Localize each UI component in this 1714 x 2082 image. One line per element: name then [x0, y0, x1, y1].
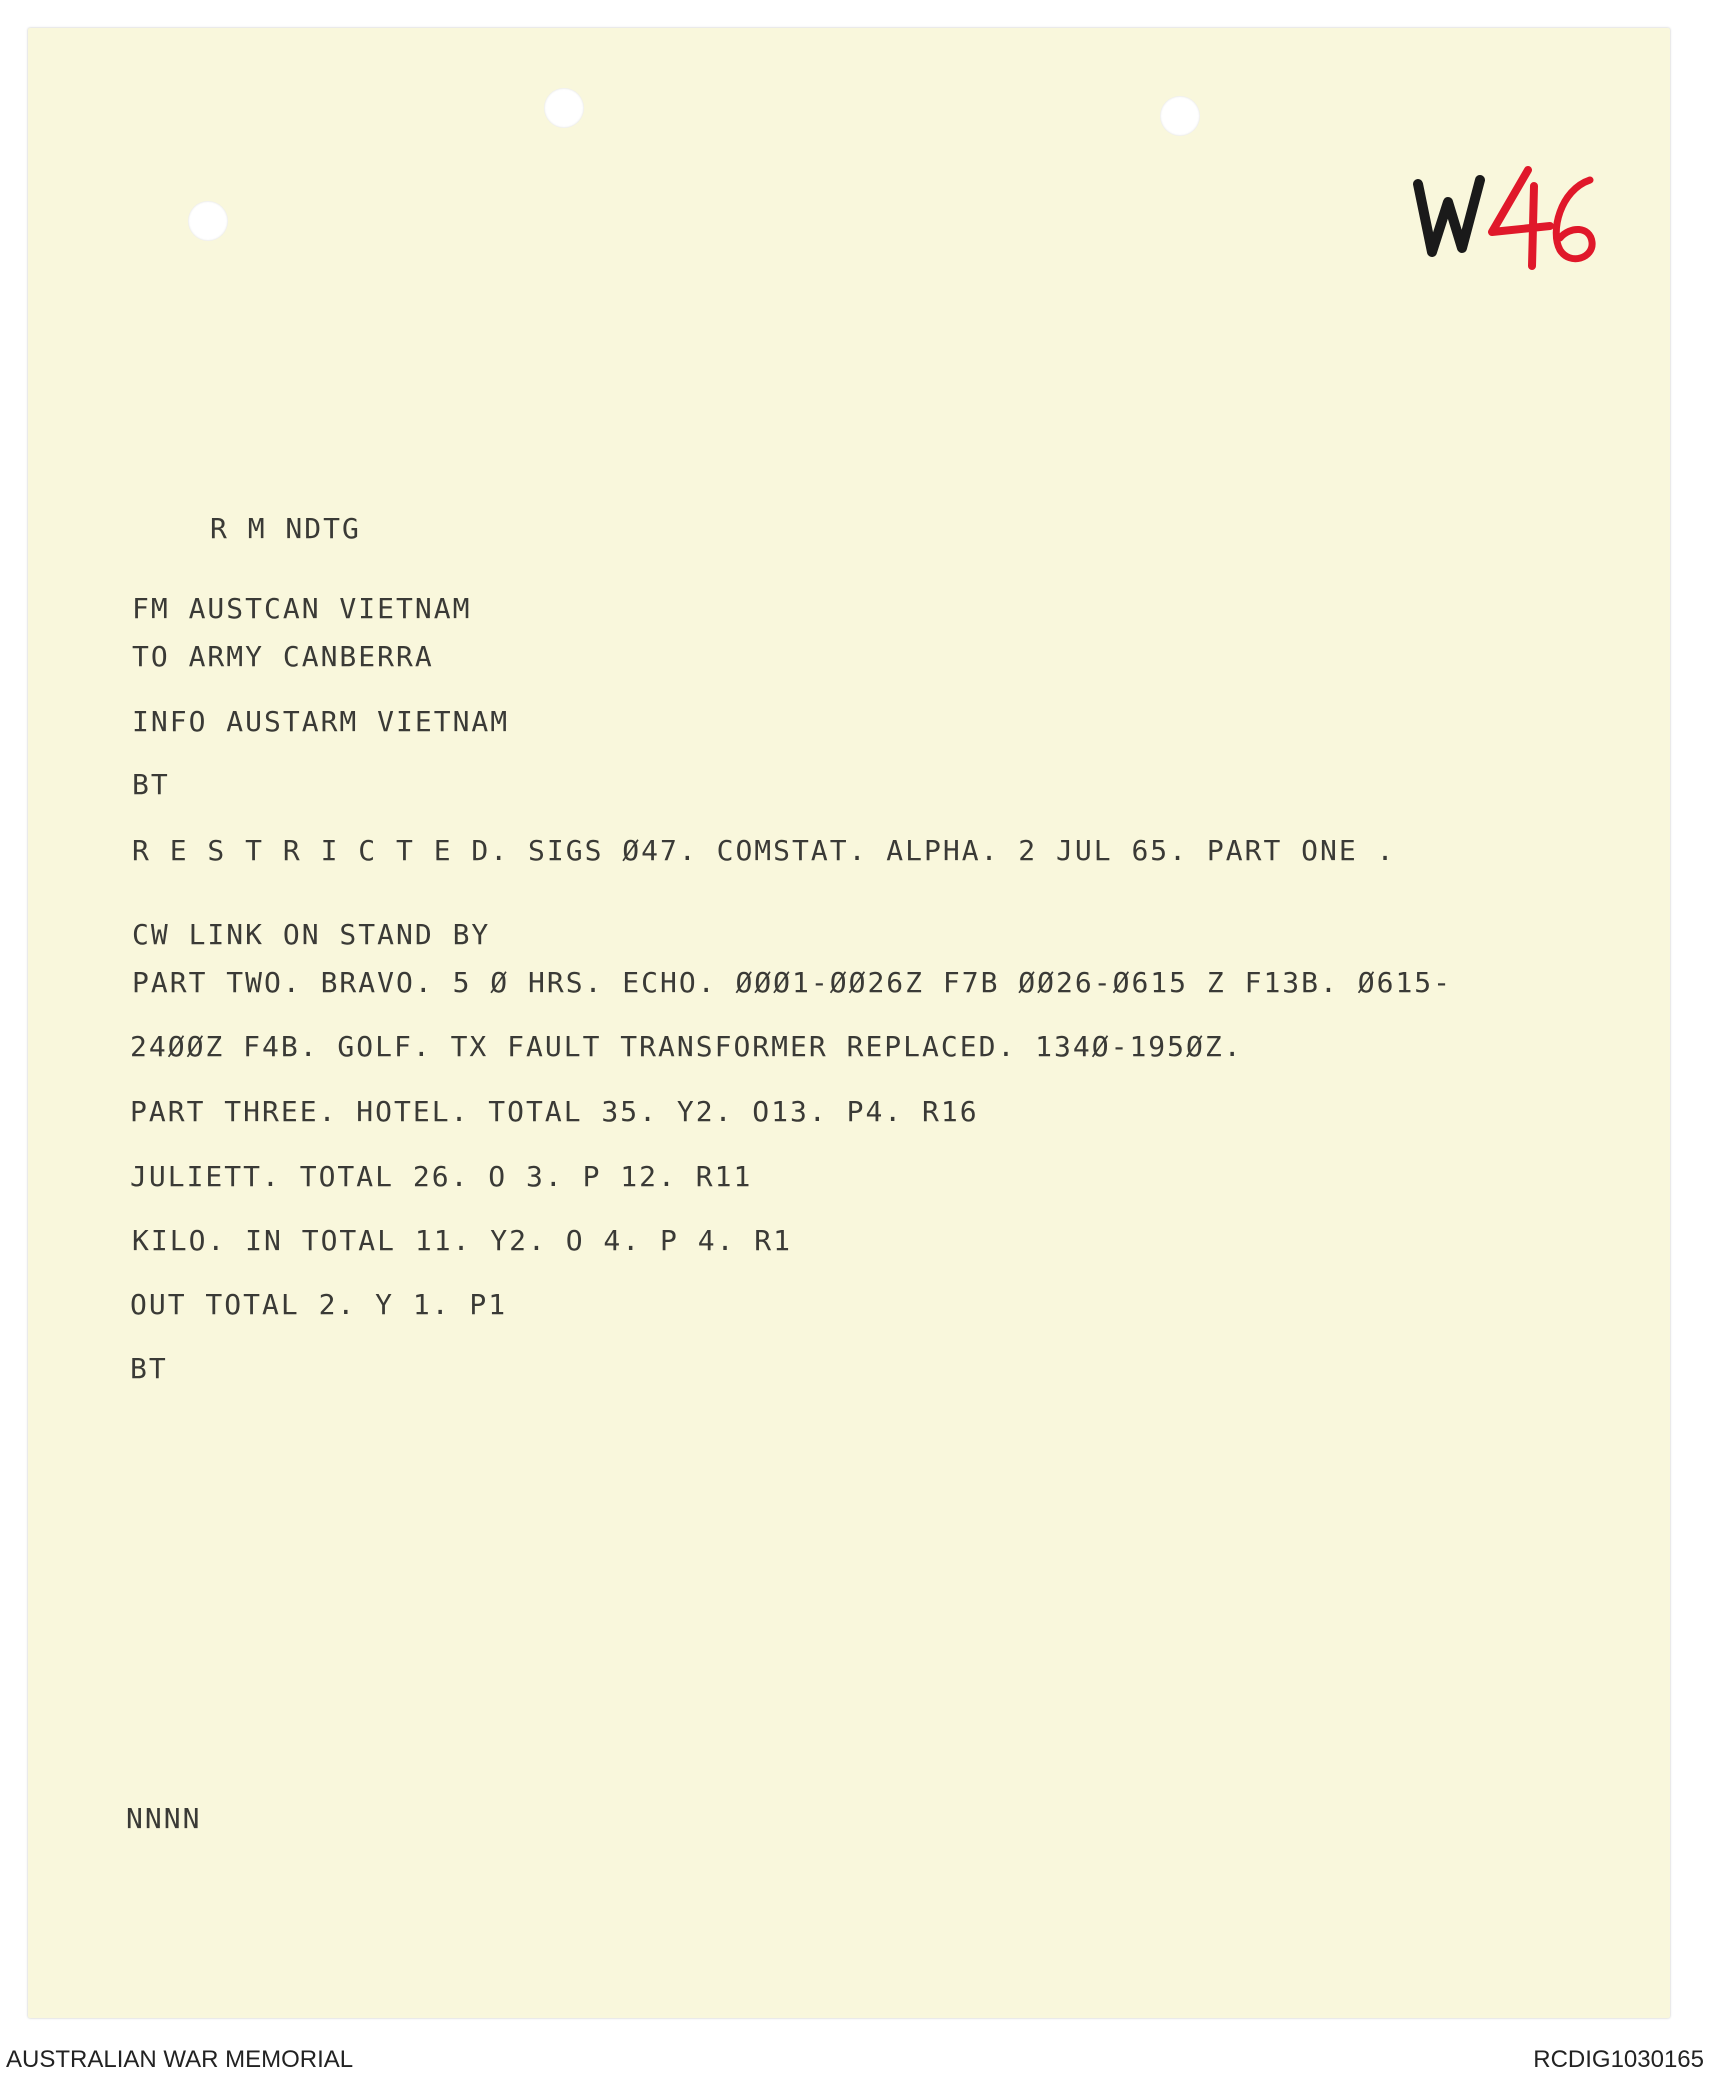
- punch-hole: [544, 88, 584, 128]
- break-end-line: BT: [130, 1352, 168, 1385]
- cw-link-line: CW LINK ON STAND BY: [132, 918, 491, 951]
- handwritten-file-mark: [1410, 162, 1610, 282]
- from-line: FM AUSTCAN VIETNAM: [132, 592, 472, 625]
- info-line: INFO AUSTARM VIETNAM: [132, 705, 510, 738]
- break-start-line: BT: [132, 768, 170, 801]
- punch-hole: [1160, 96, 1200, 136]
- kilo-line: KILO. IN TOTAL 11. Y2. O 4. P 4. R1: [132, 1224, 793, 1257]
- document-sheet: [28, 28, 1670, 2018]
- punch-hole: [188, 201, 228, 241]
- part-two-line-2: 24ØØZ F4B. GOLF. TX FAULT TRANSFORMER REPLACED. 134Ø-195ØZ.: [130, 1030, 1243, 1063]
- footer-record-id: RCDIG1030165: [1533, 2046, 1704, 2073]
- classification-line: R E S T R I C T E D. SIGS Ø47. COMSTAT. ALPHA. 2 JUL 65. PART ONE .: [132, 834, 1396, 867]
- juliett-line: JULIETT. TOTAL 26. O 3. P 12. R11: [130, 1160, 753, 1193]
- out-line: OUT TOTAL 2. Y 1. P1: [130, 1288, 508, 1321]
- footer-archive-name: AUSTRALIAN WAR MEMORIAL: [6, 2046, 354, 2073]
- end-of-message-line: NNNN: [126, 1802, 202, 1835]
- part-two-line-1: PART TWO. BRAVO. 5 Ø HRS. ECHO. ØØØ1-ØØ26Z F7B ØØ26-Ø615 Z F13B. Ø615-: [132, 966, 1453, 999]
- to-line: TO ARMY CANBERRA: [132, 640, 434, 673]
- part-three-line: PART THREE. HOTEL. TOTAL 35. Y2. O13. P4. R16: [130, 1095, 979, 1128]
- routing-line: R M NDTG: [210, 512, 361, 545]
